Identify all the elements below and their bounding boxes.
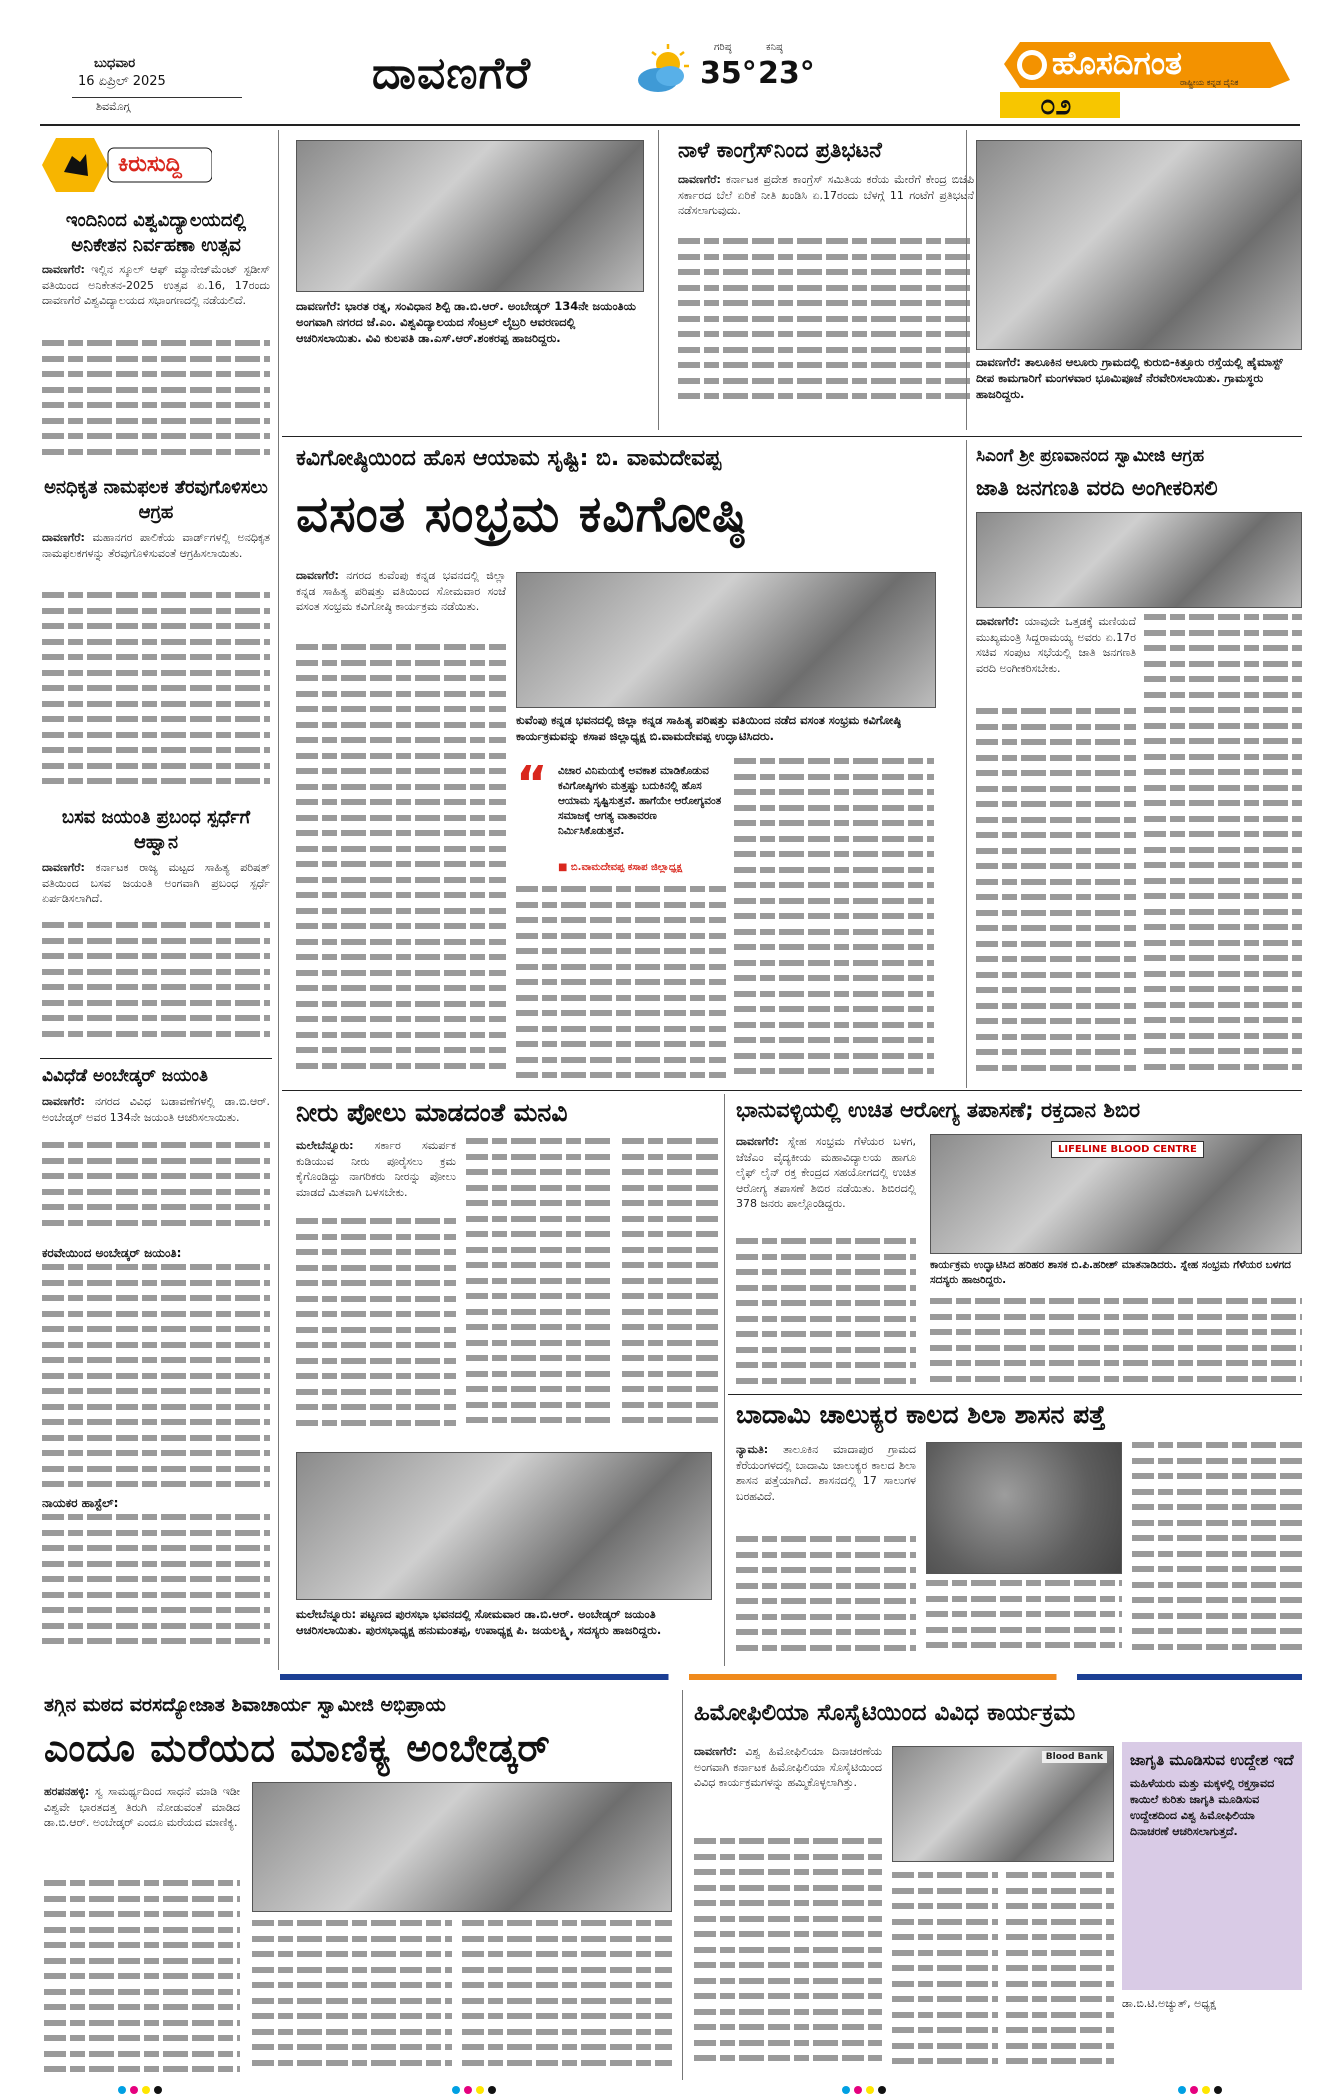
text-lines: [734, 758, 934, 1088]
brief-text: [42, 1094, 270, 1144]
photo-caption: ಕಾರ್ಯಕ್ರಮ ಉದ್ಘಾಟಿಸಿದ ಹರಿಹರ ಶಾಸಕ ಬಿ.ಪಿ.ಹರೀಶ್ ಮಾತನಾಡಿದರು. ಸ್ನೇಹ ಸಂಭ್ರಮ ಗೆಳೆಯರ ಬಳಗದ ಸದಸ್ಯರು ಹಾಜರಿದ್ದರು.: [930, 1259, 1291, 1286]
info-box: [1122, 1742, 1302, 1990]
lead-headline: ವಸಂತ ಸಂಭ್ರಮ ಕವಿಗೋಷ್ಠಿ: [296, 485, 747, 543]
story-kicker: ತಗ್ಗಿನ ಮಠದ ವರಸದ್ಯೋಜಾತ ಶಿವಾಚಾರ್ಯ ಸ್ವಾಮೀಜಿ ಅಭಿಪ್ರಾಯ: [44, 1694, 446, 1716]
story-title: ನಾಳೆ ಕಾಂಗ್ರೆಸ್‌ನಿಂದ ಪ್ರತಿಭಟನೆ: [678, 138, 882, 162]
reg-dot: [154, 2086, 162, 2094]
photo-caption: [976, 354, 1302, 434]
text-lines: [42, 340, 270, 460]
group-photo: [296, 140, 644, 292]
text-lines: [622, 1138, 722, 1440]
story-text: [44, 1784, 240, 1876]
story-dateline: ಮಲೇಬೆನ್ನೂರು:: [296, 1139, 354, 1152]
brief-body: ಇಲ್ಲಿನ ಸ್ಕೂಲ್ ಆಫ್ ಮ್ಯಾನೇಜ್‌ಮೆಂಟ್ ಸ್ಟಡೀಸ್ ವತಿಯಿಂದ ಅನಿಕೇತನ-2025 ಉತ್ಸವ ಏ.16, 17ರಂದು ದಾವಣಗೆರೆ ವಿಶ್ವವಿದ್ಯಾಲಯದ ಸಭಾಂಗಣದಲ್ಲಿ ನಡೆಯಲಿದೆ.: [42, 263, 270, 307]
kirusuddi-label: ಕಿರುಸುದ್ದಿ: [118, 152, 182, 177]
max-temp: 35°: [700, 56, 757, 91]
text-lines: [930, 1298, 1302, 1388]
story-dateline: ದಾವಣಗೆರೆ:: [736, 1135, 779, 1148]
brief-text: [42, 530, 270, 590]
reg-dot: [452, 2086, 460, 2094]
text-lines: [42, 1264, 270, 1494]
text-lines: [1132, 1442, 1302, 1664]
reg-dot: [464, 2086, 472, 2094]
text-lines: [42, 922, 270, 1052]
meeting-photo: [296, 1452, 712, 1600]
story-text: [736, 1134, 916, 1234]
brief-text: [42, 860, 270, 920]
city-title: ದಾವಣಗೆರೆ: [372, 48, 531, 99]
info-box-text: ಮಹಿಳೆಯರು ಮತ್ತು ಮಕ್ಕಳಲ್ಲಿ ರಕ್ತಸ್ರಾವದ ಕಾಯಿಲೆ ಕುರಿತು ಜಾಗೃತಿ ಮೂಡಿಸುವ ಉದ್ದೇಶದಿಂದ ವಿಶ್ವ ಹಿಮೋಫಿಲಿಯಾ ದಿನಾಚರಣೆ ಆಚರಿಸಲಾಗುತ್ತದೆ.: [1130, 1777, 1275, 1838]
caption-dateline: ಮಲೇಬೆನ್ನೂರು:: [296, 1607, 357, 1621]
min-temp: 23°: [758, 56, 815, 91]
story-title: ಬಾದಾಮಿ ಚಾಲುಕ್ಯರ ಕಾಲದ ಶಿಲಾ ಶಾಸನ ಪತ್ತೆ: [736, 1400, 1106, 1429]
hemophilia-event-photo: [892, 1746, 1114, 1862]
brief-body: ನಗರದ ವಿವಿಧ ಬಡಾವಣೆಗಳಲ್ಲಿ ಡಾ.ಬಿ.ಆರ್. ಅಂಬೇಡ್ಕರ್ ಅವರ 134ನೇ ಜಯಂತಿ ಆಚರಿಸಲಾಯಿತು.: [42, 1095, 270, 1124]
story-text: [296, 1138, 456, 1214]
text-lines: [42, 592, 270, 792]
text-lines: [466, 1138, 612, 1440]
lead-body: ನಗರದ ಕುವೆಂಪು ಕನ್ನಡ ಭವನದಲ್ಲಿ ಜಿಲ್ಲಾ ಕನ್ನಡ ಸಾಹಿತ್ಯ ಪರಿಷತ್ತು ವತಿಯಿಂದ ಸೋಮವಾರ ಸಂಜೆ ವಸಂತ ಸಂಭ್ರಮ ಕವಿಗೋಷ್ಠಿ ಕಾರ್ಯಕ್ರಮ ನಡೆಯಿತು.: [296, 569, 506, 613]
weekday: ಬುಧವಾರ: [94, 56, 136, 71]
caption-dateline: ದಾವಣಗೆರೆ:: [976, 355, 1021, 369]
brief-dateline: ದಾವಣಗೆರೆ:: [42, 1095, 85, 1108]
paper-tagline: ರಾಷ್ಟ್ರೀಯ ಕನ್ನಡ ದೈನಿಕ: [1180, 78, 1239, 87]
brief-dateline: ದಾವಣಗೆರೆ:: [42, 861, 85, 874]
text-lines: [516, 886, 726, 1086]
ceremony-photo: [976, 140, 1302, 350]
text-lines: [736, 1536, 916, 1664]
speech-hand-icon: [42, 138, 108, 192]
info-box-attribution: ಡಾ.ಬಿ.ಟಿ.ಅಚ್ಯುತ್, ಅಧ್ಯಕ್ಷ: [1122, 1997, 1216, 2010]
story-dateline: ದಾವಣಗೆರೆ:: [678, 173, 721, 186]
story-text: [976, 614, 1136, 704]
section-rule: [280, 1674, 1302, 1680]
brief-title: ಅನಧಿಕೃತ ನಾಮಫಲಕ ತೆರವುಗೊಳಿಸಲು ಆಗ್ರಹ: [44, 477, 268, 523]
brief-title: ಇಂದಿನಿಂದ ವಿಶ್ವವಿದ್ಯಾಲಯದಲ್ಲಿ ಅನಿಕೇತನ ನಿರ್ವಹಣಾ ಉತ್ಸವ: [65, 210, 247, 256]
lead-dateline: ದಾವಣಗೆರೆ:: [296, 569, 339, 582]
weather-icon: [632, 42, 692, 102]
kirusuddi-badge: [42, 138, 212, 192]
lead-text: [296, 568, 506, 638]
story-kicker: ಸಿಎಂಗೆ ಶ್ರೀ ಪ್ರಣವಾನಂದ ಸ್ವಾಮೀಜಿ ಆಗ್ರಹ: [976, 446, 1205, 466]
reg-dot: [118, 2086, 126, 2094]
stone-inscription-photo: [926, 1442, 1122, 1574]
quote-marks-icon: “: [516, 756, 548, 812]
camp-banner: LIFELINE BLOOD CENTRE: [1051, 1141, 1204, 1158]
reg-dot: [866, 2086, 874, 2094]
date: 16 ಏಪ್ರಿಲ್ 2025: [78, 74, 166, 89]
min-temp-label: ಕನಿಷ್ಠ: [766, 42, 783, 53]
info-box-title: ಜಾಗೃತಿ ಮೂಡಿಸುವ ಉದ್ದೇಶ ಇದೆ: [1130, 1751, 1294, 1769]
text-lines: [296, 644, 506, 1084]
story-headline: ಎಂದೂ ಮರೆಯದ ಮಾಣಿಕ್ಯ ಅಂಬೇಡ್ಕರ್: [44, 1726, 551, 1770]
reg-dot: [1178, 2086, 1186, 2094]
reg-dot: [142, 2086, 150, 2094]
brief-title: ಬಸವ ಜಯಂತಿ ಪ್ರಬಂಧ ಸ್ಪರ್ಧೆಗೆ ಆಹ್ವಾನ: [61, 807, 251, 853]
caption-text: ಪಟ್ಟಣದ ಪುರಸಭಾ ಭವನದಲ್ಲಿ ಸೋಮವಾರ ಡಾ.ಬಿ.ಆರ್. ಅಂಬೇಡ್ಕರ್ ಜಯಂತಿ ಆಚರಿಸಲಾಯಿತು. ಪುರಸಭಾಧ್ಯಕ್ಷ ಹನುಮಂತಪ್ಪ, ಉಪಾಧ್ಯಕ್ಷ ಪಿ. ಜಯಲಕ್ಷ್ಮಿ, ಸದಸ್ಯರು ಹಾಜರಿದ್ದರು.: [296, 1607, 662, 1637]
lead-photo-caption: ಕುವೆಂಪು ಕನ್ನಡ ಭವನದಲ್ಲಿ ಜಿಲ್ಲಾ ಕನ್ನಡ ಸಾಹಿತ್ಯ ಪರಿಷತ್ತು ವತಿಯಿಂದ ನಡೆದ ವಸಂತ ಸಂಭ್ರಮ ಕವಿಗೋಷ್ಠಿ ಕಾರ್ಯಕ್ರಮವನ್ನು ಕಸಾಪ ಜಿಲ್ಲಾಧ್ಯಕ್ಷ ಬಿ.ವಾಮದೇವಪ್ಪ ಉದ್ಘಾಟಿಸಿದರು.: [516, 713, 902, 743]
story-dateline: ದಾವಣಗೆರೆ:: [694, 1745, 737, 1758]
text-lines: [462, 1920, 672, 2080]
reg-dot: [1190, 2086, 1198, 2094]
story-dateline: ದಾವಣಗೆರೆ:: [976, 615, 1019, 628]
edition: ಶಿವಮೊಗ್ಗ: [96, 100, 131, 113]
ambedkar-event-photo: [252, 1782, 672, 1912]
brief-subhead: ಕರವೇಯಿಂದ ಅಂಬೇಡ್ಕರ್ ಜಯಂತಿ:: [42, 1246, 182, 1260]
story-body: ವಿಶ್ವ ಹಿಮೋಫಿಲಿಯಾ ದಿನಾಚರಣೆಯ ಅಂಗವಾಗಿ ಕರ್ನಾಟಕ ಹಿಮೋಫಿಲಿಯಾ ಸೊಸೈಟಿಯಿಂದ ವಿವಿಧ ಕಾರ್ಯಕ್ರಮಗಳನ್ನು ಹಮ್ಮಿಕೊಳ್ಳಲಾಗಿತ್ತು.: [694, 1745, 882, 1789]
quote-text: ವಿಚಾರ ವಿನಿಮಯಕ್ಕೆ ಅವಕಾಶ ಮಾಡಿಕೊಡುವ ಕವಿಗೋಷ್ಠಿಗಳು ಮತ್ತಷ್ಟು ಬದುಕಿನಲ್ಲಿ ಹೊಸ ಆಯಾಮ ಸೃಷ್ಟಿಸುತ್ತವೆ. ಹಾಗೆಯೇ ಆರೋಗ್ಯವಂತ ಸಮಾಜಕ್ಕೆ ಆಗತ್ಯ ವಾತಾವರಣ ನಿರ್ಮಿಸಿಕೊಡುತ್ತವೆ.: [558, 765, 722, 837]
reg-dot: [878, 2086, 886, 2094]
story-body: ಸರ್ಕಾರ ಸಮರ್ಪಕ ಕುಡಿಯುವ ನೀರು ಪೂರೈಸಲು ಕ್ರಮ ಕೈಗೊಂಡಿದ್ದು ನಾಗರಿಕರು ನೀರನ್ನು ಪೋಲು ಮಾಡದೆ ಮಿತವಾಗಿ ಬಳಸಬೇಕು.: [296, 1139, 456, 1199]
lead-kicker: ಕವಿಗೋಷ್ಠಿಯಿಂದ ಹೊಸ ಆಯಾಮ ಸೃಷ್ಟಿ: ಬಿ. ವಾಮದೇವಪ್ಪ: [296, 446, 722, 471]
caption-text: ತಾಲೂಕಿನ ಆಲೂರು ಗ್ರಾಮದಲ್ಲಿ ಕುರುಬಿ-ಕಿತ್ತೂರು ರಸ್ತೆಯಲ್ಲಿ ಹೈಮಾಸ್ಟ್ ದೀಪ ಕಾಮಗಾರಿಗೆ ಮಂಗಳವಾರ ಭೂಮಿಪೂಜೆ ನೆರವೇರಿಸಲಾಯಿತು. ಗ್ರಾಮಸ್ಥರು ಹಾಜರಿದ್ದರು.: [976, 355, 1283, 401]
brief-subhead: ನಾಯಕರ ಹಾಸ್ಟೆಲ್:: [42, 1496, 119, 1510]
page-number: ೦೨: [1040, 88, 1072, 121]
blood-bank-sign: Blood Bank: [1042, 1751, 1107, 1763]
brief-dateline: ದಾವಣಗೆರೆ:: [42, 263, 85, 276]
story-body: ಸ್ನೇಹ ಸಂಭ್ರಮ ಗೆಳೆಯರ ಬಳಗ, ಜೆಜೆಎಂ ವೈದ್ಯಕೀಯ ಮಹಾವಿದ್ಯಾಲಯ ಹಾಗೂ ಲೈಫ್ ಲೈನ್ ರಕ್ತ ಕೇಂದ್ರದ ಸಹಯೋಗದಲ್ಲಿ ಉಚಿತ ಆರೋಗ್ಯ ತಪಾಸಣೆ ಶಿಬಿರ ನಡೆಯಿತು. ಶಿಬಿರದಲ್ಲಿ 378 ಜನರು ಪಾಲ್ಗೊಂಡಿದ್ದರು.: [736, 1135, 916, 1210]
reg-dot: [854, 2086, 862, 2094]
brief-body: ಮಹಾನಗರ ಪಾಲಿಕೆಯ ವಾರ್ಡ್‌ಗಳಲ್ಲಿ ಅನಧಿಕೃತ ನಾಮಫಲಕಗಳನ್ನು ತೆರವುಗೊಳಿಸುವಂತೆ ಆಗ್ರಹಿಸಲಾಯಿತು.: [42, 531, 270, 560]
text-lines: [736, 1238, 916, 1388]
story-title: ಭಾನುವಳ್ಳಿಯಲ್ಲಿ ಉಚಿತ ಆರೋಗ್ಯ ತಪಾಸಣೆ; ರಕ್ತದಾನ ಶಿಬಿರ: [736, 1098, 1141, 1122]
text-lines: [44, 1880, 240, 2080]
story-text: [678, 172, 974, 234]
blood-camp-photo: [930, 1134, 1302, 1254]
brief-title: ವಿವಿಧೆಡೆ ಅಂಬೇಡ್ಕರ್ ಜಯಂತಿ: [42, 1066, 208, 1086]
text-lines: [296, 1218, 456, 1440]
paper-name: ಹೊಸದಿಗಂತ: [1052, 44, 1182, 82]
date-block: [72, 56, 242, 98]
photo-caption: [296, 298, 644, 423]
caption-text: ಭಾರತ ರತ್ನ, ಸಂವಿಧಾನ ಶಿಲ್ಪಿ ಡಾ.ಬಿ.ಆರ್. ಅಂಬೇಡ್ಕರ್ 134ನೇ ಜಯಂತಿಯ ಅಂಗವಾಗಿ ನಗರದ ಜೆ.ಎಂ. ವಿಶ್ವವಿದ್ಯಾಲಯದ ಸೆಂಟ್ರಲ್ ಲೈಬ್ರರಿ ಆವರಣದಲ್ಲಿ ಆಚರಿಸಲಾಯಿತು. ವಿವಿ ಕುಲಪತಿ ಡಾ.ಎಸ್.ಆರ್.ಶಂಕರಪ್ಪ ಹಾಜರಿದ್ದರು.: [296, 299, 636, 345]
story-text: [694, 1744, 882, 1834]
text-lines: [694, 1838, 882, 2080]
text-lines: [1006, 1872, 1114, 2080]
paper-logo: [1000, 40, 1290, 120]
swamiji-photo: [976, 512, 1302, 608]
text-lines: [252, 1920, 452, 2080]
text-lines: [926, 1580, 1122, 1664]
quote-box: [516, 756, 726, 880]
story-body: ಕರ್ನಾಟಕ ಪ್ರದೇಶ ಕಾಂಗ್ರೆಸ್ ಸಮಿತಿಯ ಕರೆಯ ಮೇರೆಗೆ ಕೇಂದ್ರ ಬಿಜೆಪಿ ಸರ್ಕಾರದ ಬೆಲೆ ಏರಿಕೆ ನೀತಿ ಖಂಡಿಸಿ ಏ.17ರಂದು ಬೆಳಗ್ಗೆ 11 ಗಂಟೆಗೆ ಪ್ರತಿಭಟನೆ ನಡೆಸಲಾಗುವುದು.: [678, 173, 974, 217]
story-body: ಯಾವುದೇ ಒತ್ತಡಕ್ಕೆ ಮಣಿಯದೆ ಮುಖ್ಯಮಂತ್ರಿ ಸಿದ್ದರಾಮಯ್ಯ ಅವರು ಏ.17ರ ಸಚಿವ ಸಂಪುಟ ಸಭೆಯಲ್ಲಿ ಜಾತಿ ಜನಗಣತಿ ವರದಿ ಅಂಗೀಕರಿಸಬೇಕು.: [976, 615, 1136, 675]
text-lines: [678, 238, 974, 418]
quote-attribution: ■ ಬಿ.ವಾಮದೇವಪ್ಪ ಕಸಾಪ ಜಿಲ್ಲಾಧ್ಯಕ್ಷ: [558, 862, 683, 873]
photo-caption: [296, 1606, 712, 1666]
story-dateline: ನ್ಯಾಮತಿ:: [736, 1443, 769, 1456]
kavigoshti-photo: [516, 572, 936, 708]
text-lines: [42, 1514, 270, 1664]
text-lines: [1144, 614, 1302, 1084]
story-title: ಜಾತಿ ಜನಗಣತಿ ವರದಿ ಅಂಗೀಕರಿಸಲಿ: [976, 476, 1218, 500]
reg-dot: [842, 2086, 850, 2094]
reg-dot: [488, 2086, 496, 2094]
reg-dot: [476, 2086, 484, 2094]
text-lines: [42, 1142, 270, 1242]
text-lines: [892, 1872, 998, 2080]
text-lines: [976, 708, 1136, 1083]
story-dateline: ಹರಪನಹಳ್ಳಿ:: [44, 1785, 90, 1798]
story-text: [736, 1442, 916, 1532]
story-title: ನೀರು ಪೋಲು ಮಾಡದಂತೆ ಮನವಿ: [296, 1098, 568, 1127]
story-body: ತಾಲೂಕಿನ ಮಾದಾಪುರ ಗ್ರಾಮದ ಕೆರೆಯಂಗಳದಲ್ಲಿ ಬಾದಾಮಿ ಚಾಲುಕ್ಯರ ಕಾಲದ ಶಿಲಾ ಶಾಸನ ಪತ್ತೆಯಾಗಿದೆ. ಶಾಸನದಲ್ಲಿ 17 ಸಾಲುಗಳ ಬರಹವಿದೆ.: [736, 1443, 916, 1503]
reg-dot: [1214, 2086, 1222, 2094]
story-body: ಸ್ವ ಸಾಮರ್ಥ್ಯದಿಂದ ಸಾಧನೆ ಮಾಡಿ ಇಡೀ ವಿಶ್ವವೇ ಭಾರತದತ್ತ ತಿರುಗಿ ನೋಡುವಂತೆ ಮಾಡಿದ ಡಾ.ಬಿ.ಆರ್. ಅಂಬೇಡ್ಕರ್ ಎಂದೂ ಮರೆಯದ ಮಾಣಿಕ್ಯ.: [44, 1785, 240, 1829]
max-temp-label: ಗರಿಷ್ಠ: [714, 42, 732, 53]
reg-dot: [1202, 2086, 1210, 2094]
story-title: ಹಿಮೋಫಿಲಿಯಾ ಸೊಸೈಟಿಯಿಂದ ವಿವಿಧ ಕಾರ್ಯಕ್ರಮ: [694, 1700, 1076, 1726]
caption-dateline: ದಾವಣಗೆರೆ:: [296, 299, 341, 313]
brief-dateline: ದಾವಣಗೆರೆ:: [42, 531, 85, 544]
reg-dot: [130, 2086, 138, 2094]
brief-body: ಕರ್ನಾಟಕ ರಾಜ್ಯ ಮಟ್ಟದ ಸಾಹಿತ್ಯ ಪರಿಷತ್ ವತಿಯಿಂದ ಬಸವ ಜಯಂತಿ ಅಂಗವಾಗಿ ಪ್ರಬಂಧ ಸ್ಪರ್ಧೆ ಏರ್ಪಡಿಸಲಾಗಿದೆ.: [42, 861, 270, 905]
